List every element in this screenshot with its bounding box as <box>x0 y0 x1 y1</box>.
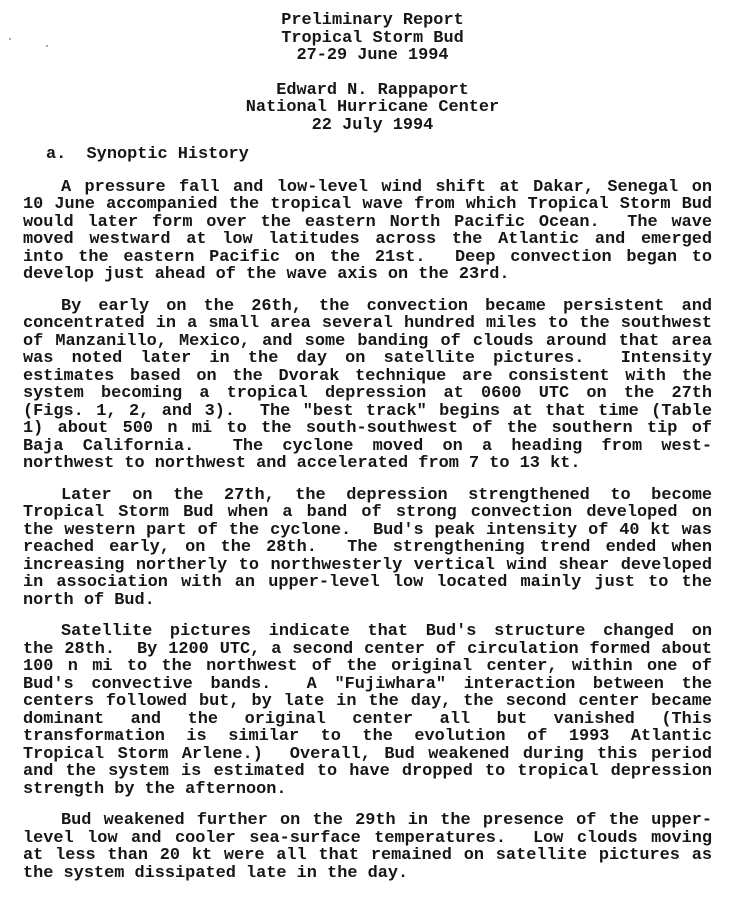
author-line: 22 July 1994 <box>311 115 434 135</box>
text-line: Satellite pictures indicate that Bud's structure changed on <box>61 622 712 641</box>
text-line: 1) about 500 n mi to the south-southwest of the southern tip of <box>23 419 712 438</box>
paragraph <box>23 179 712 284</box>
text-line: in association with an upper-level low located mainly just to the <box>23 573 712 592</box>
paragraph <box>23 487 712 610</box>
section-heading: a. Synoptic History <box>46 145 249 164</box>
text-line: strength by the afternoon. <box>23 779 287 799</box>
text-line: dominant and the original center all but vanished (This <box>23 709 712 729</box>
text-line: would later form over the eastern North Pacific Ocean. The wave <box>23 212 712 232</box>
text-line: system becoming a tropical depression at 0600 UTC on the 27th <box>23 384 712 403</box>
text-line: into the eastern Pacific on the 21st. Deep convection began to <box>23 247 712 267</box>
text-line: Tropical Storm Bud when a band of strong convection developed on <box>23 503 712 522</box>
paragraph <box>23 298 712 473</box>
text-line: level low and cooler sea-surface temperatures. Low clouds moving <box>23 828 712 848</box>
report-author-block <box>0 82 745 135</box>
text-line: at less than 20 kt were all that remained on satellite pictures as <box>23 846 712 865</box>
text-line: A pressure fall and low-level wind shift at Dakar, Senegal on <box>61 177 712 197</box>
text-line: the western part of the cyclone. Bud's peak intensity of 40 kt was <box>23 520 712 540</box>
text-line: Bud weakened further on the 29th in the presence of the upper- <box>61 811 712 830</box>
report-title-block <box>0 12 745 65</box>
text-line: transformation is similar to the evolution of 1993 Atlantic <box>23 727 712 746</box>
text-line: Later on the 27th, the depression strengthened to become <box>61 485 712 505</box>
text-line: 100 n mi to the northwest of the original center, within one of <box>23 657 712 676</box>
text-line: increasing northerly to northwesterly vertical wind shear developed <box>23 555 712 575</box>
text-line: moved westward at low latitudes across the Atlantic and emerged <box>23 230 712 249</box>
text-line: the 28th. By 1200 UTC, a second center of circulation formed about <box>23 639 712 659</box>
scan-speck-icon <box>46 45 48 47</box>
text-line: was noted later in the day on satellite pictures. Intensity <box>23 349 712 368</box>
text-line: (Figs. 1, 2, and 3). The "best track" begins at that time (Table <box>23 401 712 421</box>
text-line: north of Bud. <box>23 590 155 610</box>
text-line: reached early, on the 28th. The strengthening trend ended when <box>23 538 712 557</box>
author-line: National Hurricane Center <box>245 98 500 117</box>
text-line: estimates based on the Dvorak technique are consistent with the <box>23 366 712 386</box>
text-line: of Manzanillo, Mexico, and some banding of clouds around that area <box>23 331 712 351</box>
text-line: develop just ahead of the wave axis on the 23rd. <box>23 265 510 284</box>
scan-speck-icon <box>9 38 11 40</box>
text-line: northwest to northwest and accelerated from 7 to 13 kt. <box>23 454 581 473</box>
title-line: Tropical Storm Bud <box>281 28 464 48</box>
report-body <box>23 179 712 883</box>
title-line: 27-29 June 1994 <box>296 46 449 65</box>
text-line: the system dissipated late in the day. <box>23 863 409 883</box>
text-line: By early on the 26th, the convection became persistent and <box>61 296 712 316</box>
text-line: Baja California. The cyclone moved on a heading from west- <box>23 436 712 456</box>
author-line: Edward N. Rappaport <box>276 80 469 100</box>
text-line: Bud's convective bands. A "Fujiwhara" interaction between the <box>23 674 712 694</box>
text-line: Tropical Storm Arlene.) Overall, Bud weakened during this period <box>23 744 712 764</box>
paragraph <box>23 812 712 882</box>
paragraph <box>23 623 712 798</box>
text-line: concentrated in a small area several hundred miles to the southwest <box>23 314 712 333</box>
title-line: Preliminary Report <box>281 11 464 30</box>
report-header <box>0 0 745 134</box>
text-line: and the system is estimated to have dropped to tropical depression <box>23 762 712 781</box>
text-line: 10 June accompanied the tropical wave from which Tropical Storm Bud <box>23 195 712 214</box>
text-line: centers followed but, by late in the day, the second center became <box>23 692 712 711</box>
